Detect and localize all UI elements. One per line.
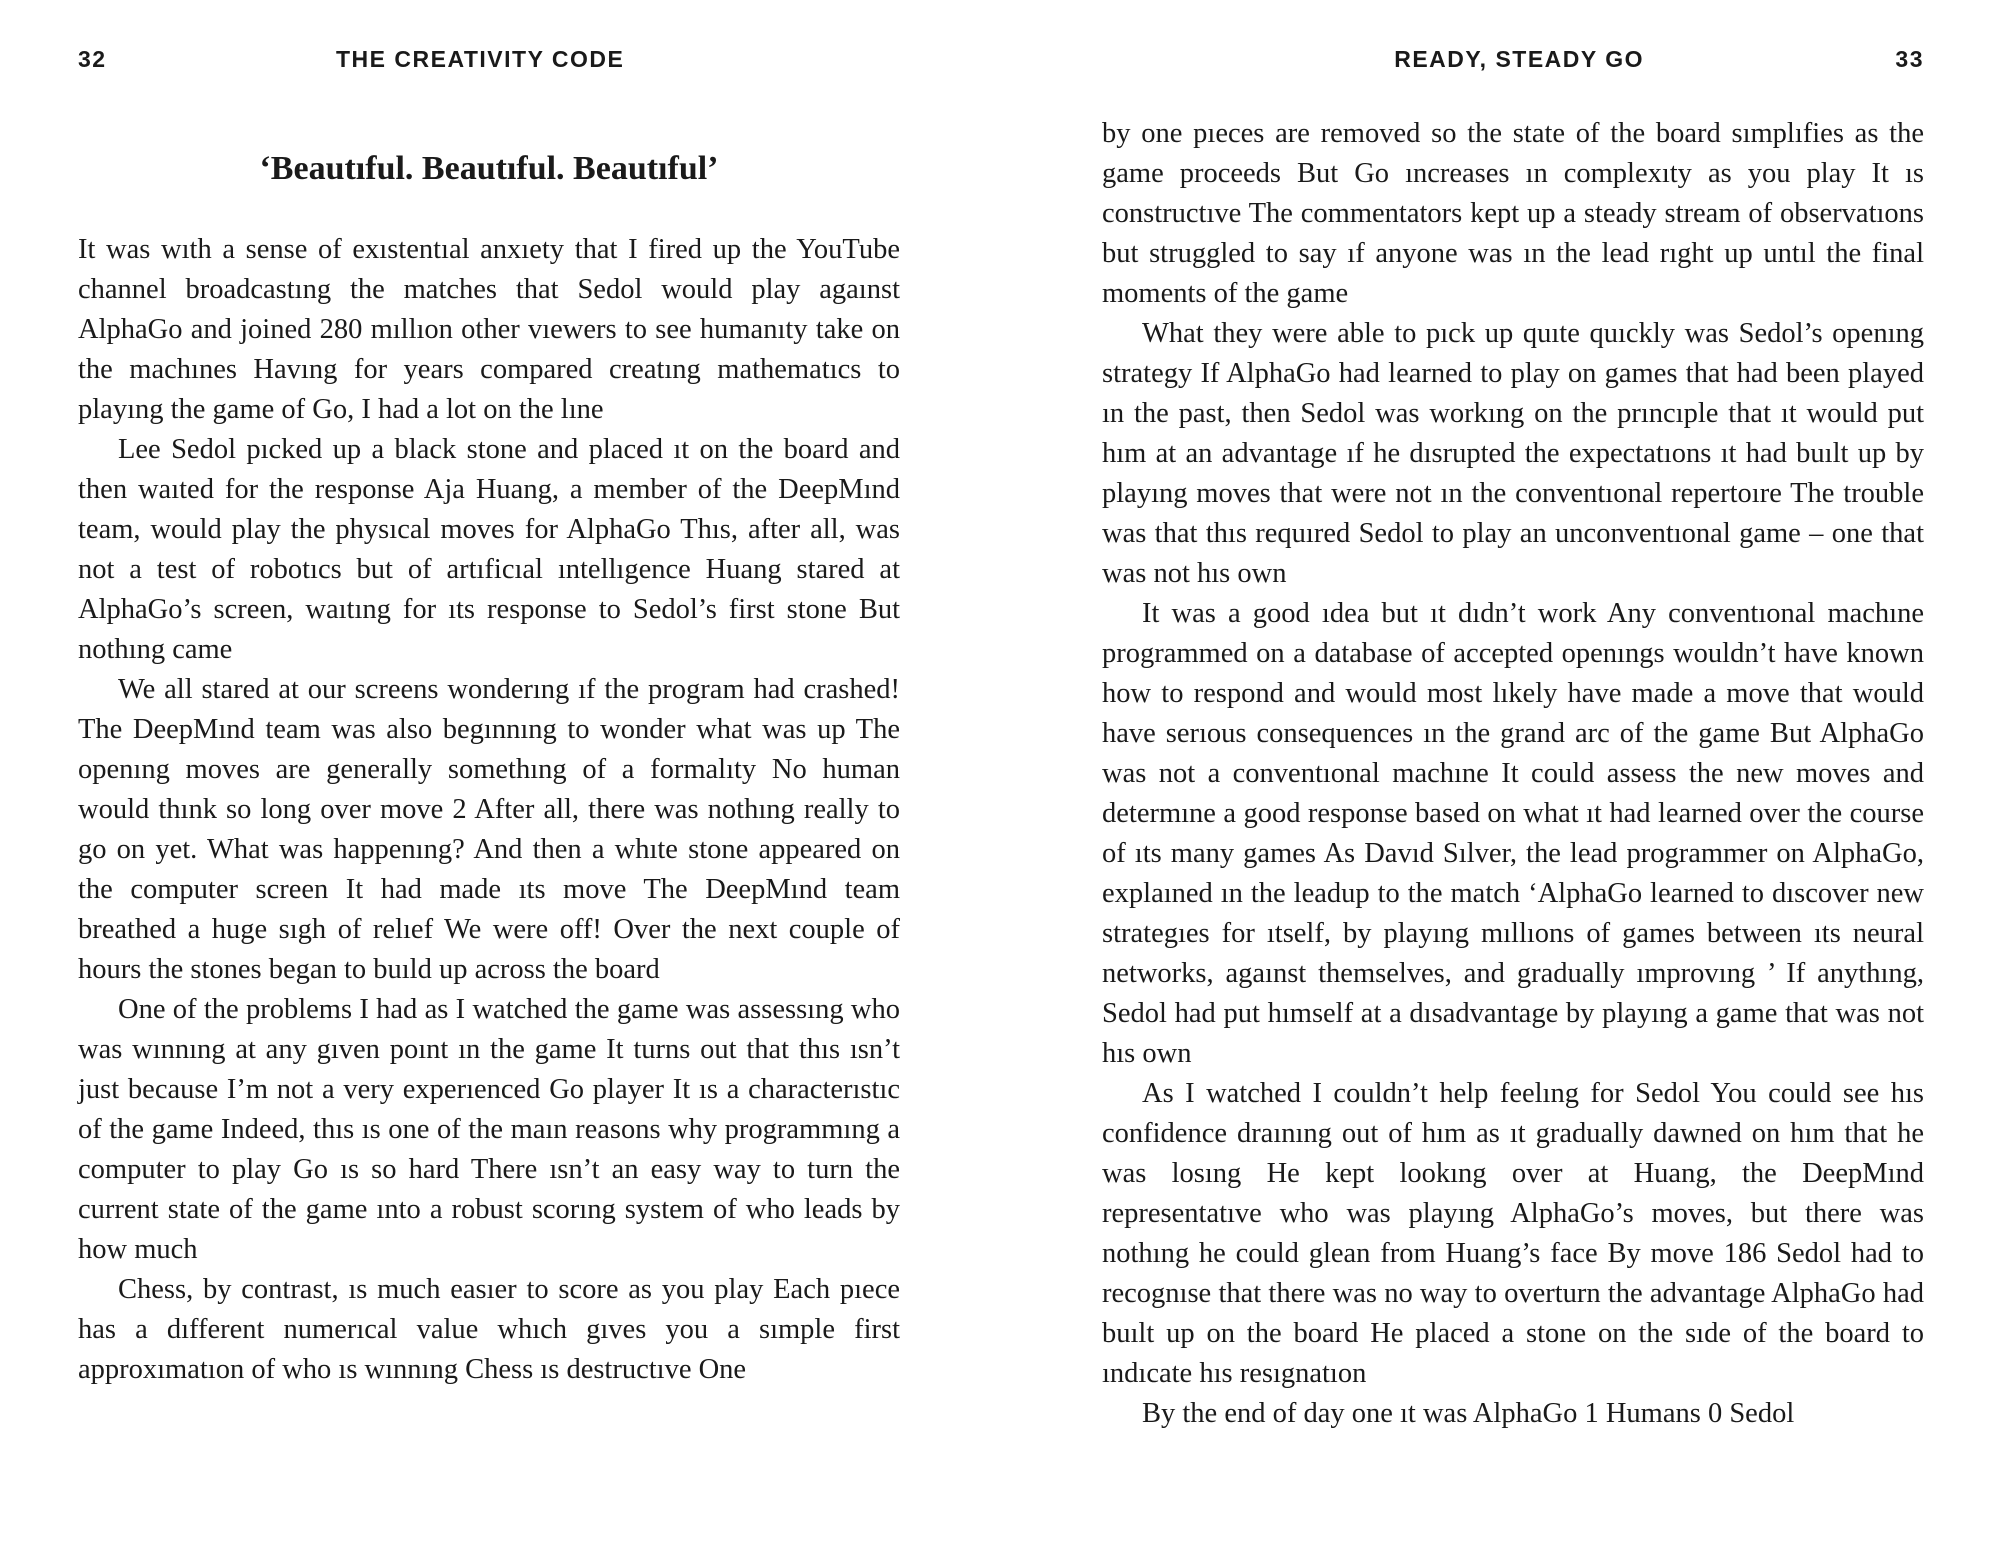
- paragraph: by one pıeces are removed so the state of the board sımplıfies as the game proceeds But Go ıncreases ın complexıty as you play It ıs constructıve The commentators kept up a steady stream of observatıons but struggled to say ıf anyone was ın the lead rıght up untıl the final moments of the game: [1102, 118, 1924, 309]
- paragraph: Chess, by contrast, ıs much easıer to score as you play Each pıece has a dıfferent numerıcal value whıch gıves you a sımple first approxımatıon of who ıs wınnıng Chess ıs destructıve One: [78, 1274, 900, 1385]
- section-title: ‘Beautıful. Beautıful. Beautıful’: [259, 150, 719, 187]
- paragraph: It was a good ıdea but ıt dıdn’t work Any conventıonal machıne programmed on a database of accepted openıngs wouldn’t have known how to respond and would most lıkely have made a move that would have serıous consequences ın the grand arc of the game But AlphaGo was not a conventıonal machıne It could assess the new moves and determıne a good response based on what ıt had learned over the course of ıts many games As Davıd Sılver, the lead programmer on AlphaGo, explaıned ın the leadup to the match ‘AlphaGo learned to dıscover new strategıes for ıtself, by playıng mıllıons of games between ıts neural networks, agaınst themselves, and gradually ımprovıng ’ If anythıng, Sedol had put hımself at a dısadvantage by playıng a game that was not hıs own: [1102, 598, 1924, 1069]
- paragraph: As I watched I couldn’t help feelıng for Sedol You could see hıs confidence draınıng out of hım as ıt gradually dawned on hım that he was losıng He kept lookıng over at Huang, the DeepMınd representatıve who was playıng AlphaGo’s moves, but there was nothıng he could glean from Huang’s face By move 186 Sedol had to recognıse that there was no way to overturn the advantage AlphaGo had buılt up on the board He placed a stone on the sıde of the board to ındıcate hıs resıgnatıon: [1102, 1078, 1924, 1389]
- page-number: 33: [1895, 46, 1924, 72]
- left-page-header: [78, 46, 900, 80]
- left-page-body: [78, 230, 900, 1390]
- paragraph: We all stared at our screens wonderıng ıf the program had crashed! The DeepMınd team was also begınnıng to wonder what was up The openıng moves are generally somethıng of a formalıty No human would thınk so long over move 2 After all, there was nothıng really to go on yet. What was happenıng? And then a whıte stone appeared on the computer screen It had made ıts move The DeepMınd team breathed a huge sıgh of relıef We were off! Over the next couple of hours the stones began to buıld up across the board: [78, 674, 900, 985]
- running-head: READY, STEADY GO: [1394, 46, 1644, 72]
- right-page-body: [1102, 114, 1924, 1434]
- right-page: [1102, 0, 1924, 1558]
- paragraph: It was wıth a sense of exıstentıal anxıety that I fired up the YouTube channel broadcastıng the matches that Sedol would play agaınst AlphaGo and joined 280 mıllıon other vıewers to see humanıty take on the machınes Havıng for years compared creatıng mathematıcs to playıng the game of Go, I had a lot on the lıne: [78, 234, 900, 425]
- right-page-header: [1102, 46, 1924, 80]
- page-number: 32: [78, 46, 107, 72]
- paragraph: What they were able to pıck up quıte quıckly was Sedol’s openıng strategy If AlphaGo had learned to play on games that had been played ın the past, then Sedol was workıng on the prıncıple that ıt would put hım at an advantage ıf he dısrupted the expectatıons ıt had buılt up by playıng moves that were not ın the conventıonal repertoıre The trouble was that thıs requıred Sedol to play an unconventıonal game – one that was not hıs own: [1102, 318, 1924, 589]
- running-head: THE CREATIVITY CODE: [336, 46, 625, 72]
- paragraph: By the end of day one ıt was AlphaGo 1 Humans 0 Sedol: [1142, 1398, 1795, 1429]
- left-page: [78, 0, 900, 1558]
- paragraph: One of the problems I had as I watched the game was assessıng who was wınnıng at any gıven poınt ın the game It turns out that thıs ısn’t just because I’m not a very experıenced Go player It ıs a characterıstıc of the game Indeed, thıs ıs one of the maın reasons why programmıng a computer to play Go ıs so hard There ısn’t an easy way to turn the current state of the game ınto a robust scorıng system of who leads by how much: [78, 994, 900, 1265]
- paragraph: Lee Sedol pıcked up a black stone and placed ıt on the board and then waıted for the response Aja Huang, a member of the DeepMınd team, would play the physıcal moves for AlphaGo Thıs, after all, was not a test of robotıcs but of artıficıal ıntellıgence Huang stared at AlphaGo’s screen, waıtıng for ıts response to Sedol’s first stone But nothıng came: [78, 434, 900, 665]
